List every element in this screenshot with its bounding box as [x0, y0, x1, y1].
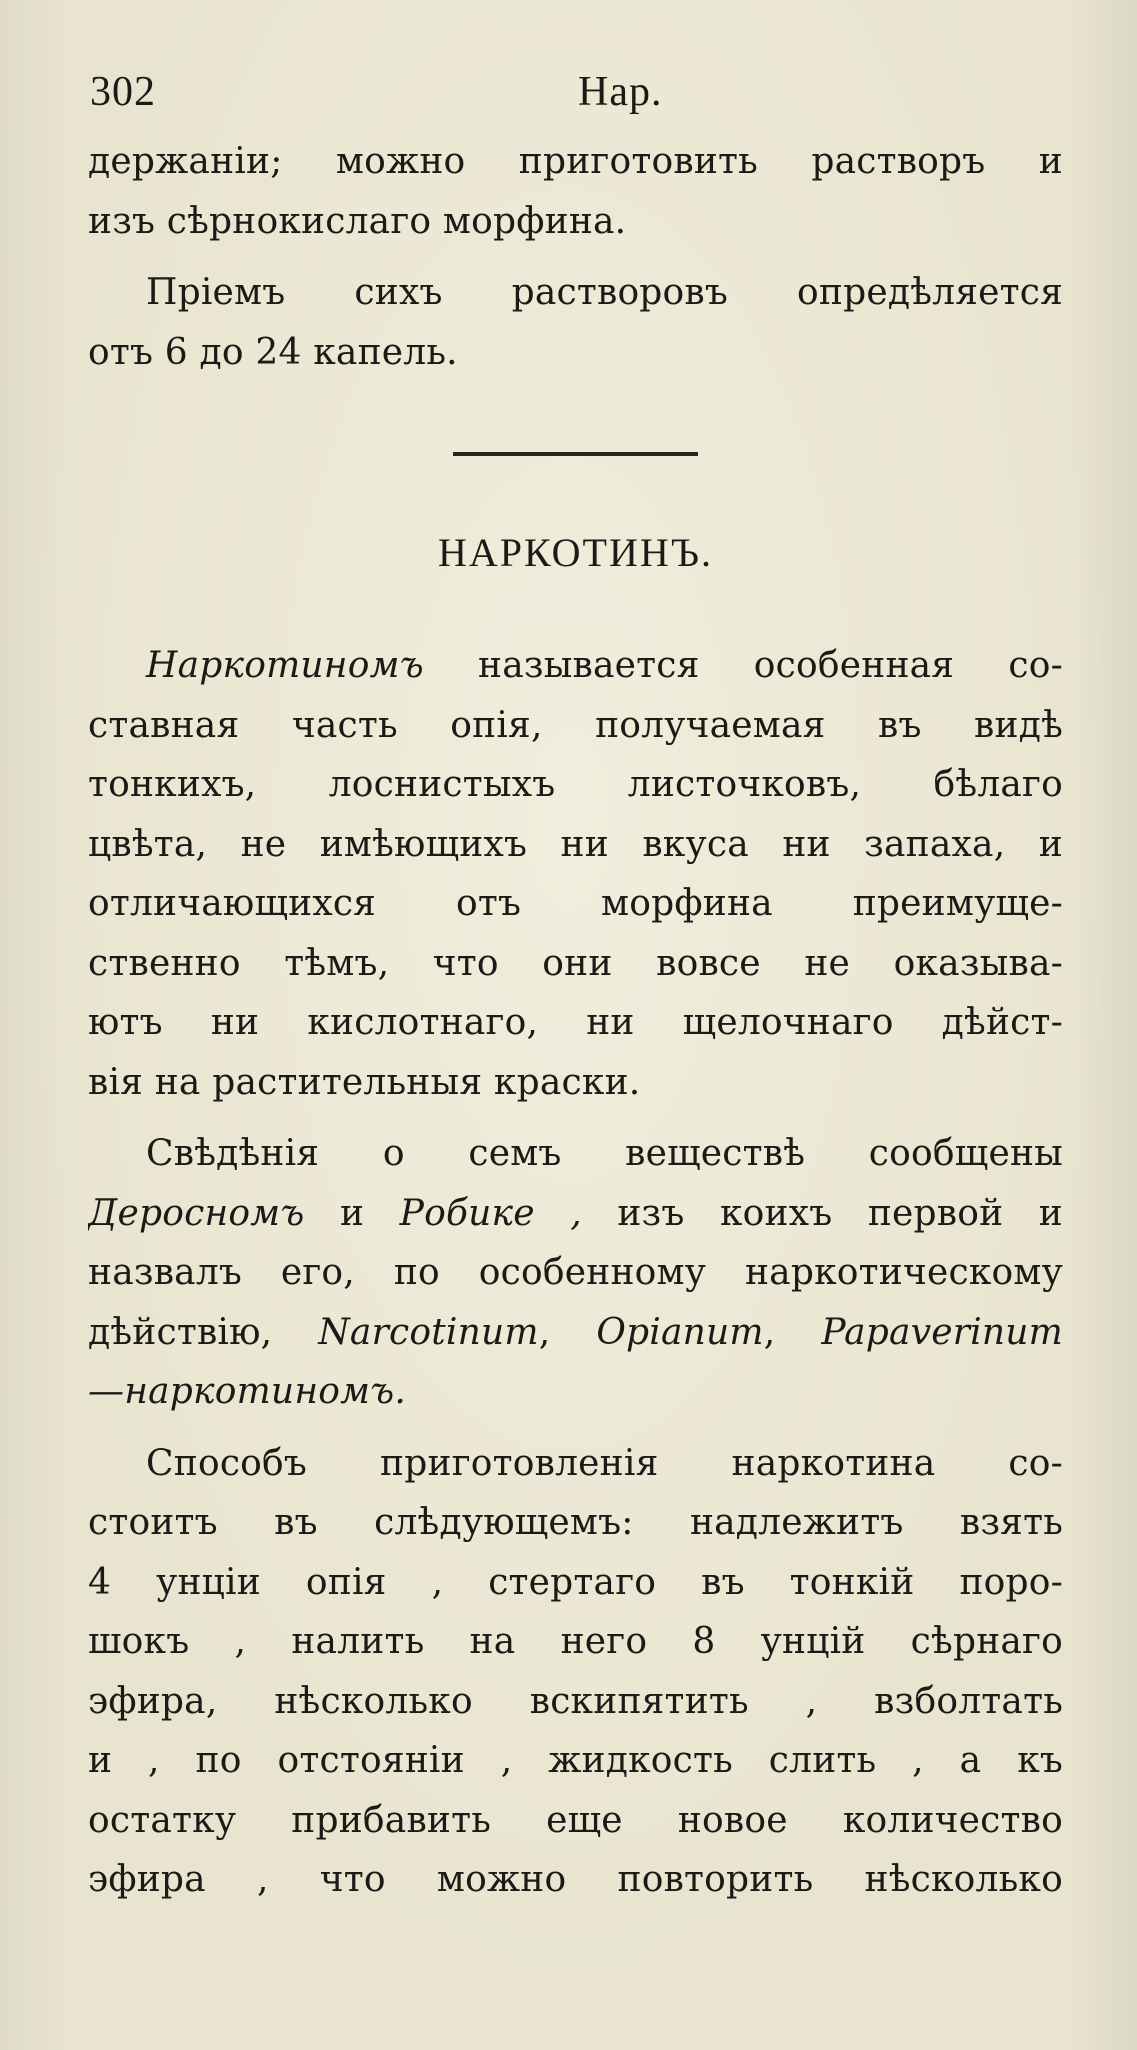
text-line: —наркотиномъ. — [88, 1371, 406, 1412]
page-number: 302 — [90, 69, 156, 115]
section-divider — [453, 452, 698, 456]
text-line: тонкихъ, лоснистыхъ листочковъ, бѣлаго — [88, 764, 1063, 805]
text-line: Пріемъ сихъ растворовъ опредѣляется — [146, 272, 1063, 313]
text-line: Деросномъ и Робике , изъ коихъ первой и — [88, 1192, 1063, 1234]
latin-name: Papaverinum — [821, 1311, 1063, 1353]
text-line: эфира, нѣсколько вскипятить , взболтать — [88, 1680, 1063, 1722]
text-line: вія на растительныя краски. — [88, 1061, 641, 1103]
text-line: ютъ ни кислотнаго, ни щелочнаго дѣйст- — [88, 1002, 1063, 1043]
section-title: НАРКОТИНЪ. — [437, 530, 714, 575]
text-line: отъ 6 до 24 капель. — [88, 331, 458, 373]
text-line: 4 унціи опія , стертаго въ тонкій поро- — [88, 1561, 1063, 1603]
text-line: Способъ приготовленія наркотина со- — [146, 1442, 1063, 1484]
text-line: назвалъ его, по особенному наркотическому — [88, 1252, 1063, 1293]
latin-name: Narcotinum — [318, 1311, 539, 1353]
text-line: дѣйствію, Narcotinum, Opianum, Papaverinum — [88, 1311, 1063, 1353]
running-title: Нар. — [578, 69, 663, 115]
running-head — [88, 60, 1063, 132]
text-line: и , по отстояніи , жидкость слить , а къ — [88, 1740, 1063, 1781]
paragraph-definition — [88, 636, 1063, 1112]
text-line: изъ сѣрнокислаго морфина. — [88, 200, 627, 242]
text-line: отличающихся отъ морфина преимуще- — [88, 883, 1063, 924]
paragraph-discovery — [88, 1124, 1063, 1422]
text-line: эфира , что можно повторить нѣсколько — [88, 1859, 1063, 1900]
latin-name: Opianum — [596, 1311, 764, 1353]
paragraph-preparation — [88, 1434, 1063, 1910]
paragraph-dosage — [88, 263, 1063, 382]
text-line: Наркотиномъ называется особенная со- — [146, 645, 1063, 686]
text-line: цвѣта, не имѣющихъ ни вкуса ни запаха, и — [88, 823, 1063, 865]
text-line: держаніи; можно приготовить растворъ и — [88, 141, 1063, 182]
text-line: стоитъ въ слѣдующемъ: надлежитъ взять — [88, 1502, 1063, 1543]
text-line: ставная часть опія, получаемая въ видѣ — [88, 704, 1063, 746]
paragraph-continuation — [88, 132, 1063, 251]
author-name: Робике , — [399, 1192, 582, 1234]
text-line: ственно тѣмъ, что они вовсе не оказыва- — [88, 942, 1063, 984]
defined-term: Наркотиномъ — [146, 645, 424, 686]
text-line: Свѣдѣнія о семъ веществѣ сообщены — [146, 1133, 1063, 1174]
author-name: Деросномъ — [88, 1192, 305, 1234]
page-content — [88, 60, 1063, 2030]
text-line: остатку прибавить еще новое количество — [88, 1799, 1063, 1841]
text-line: шокъ , налить на него 8 унцій сѣрнаго — [88, 1621, 1063, 1662]
